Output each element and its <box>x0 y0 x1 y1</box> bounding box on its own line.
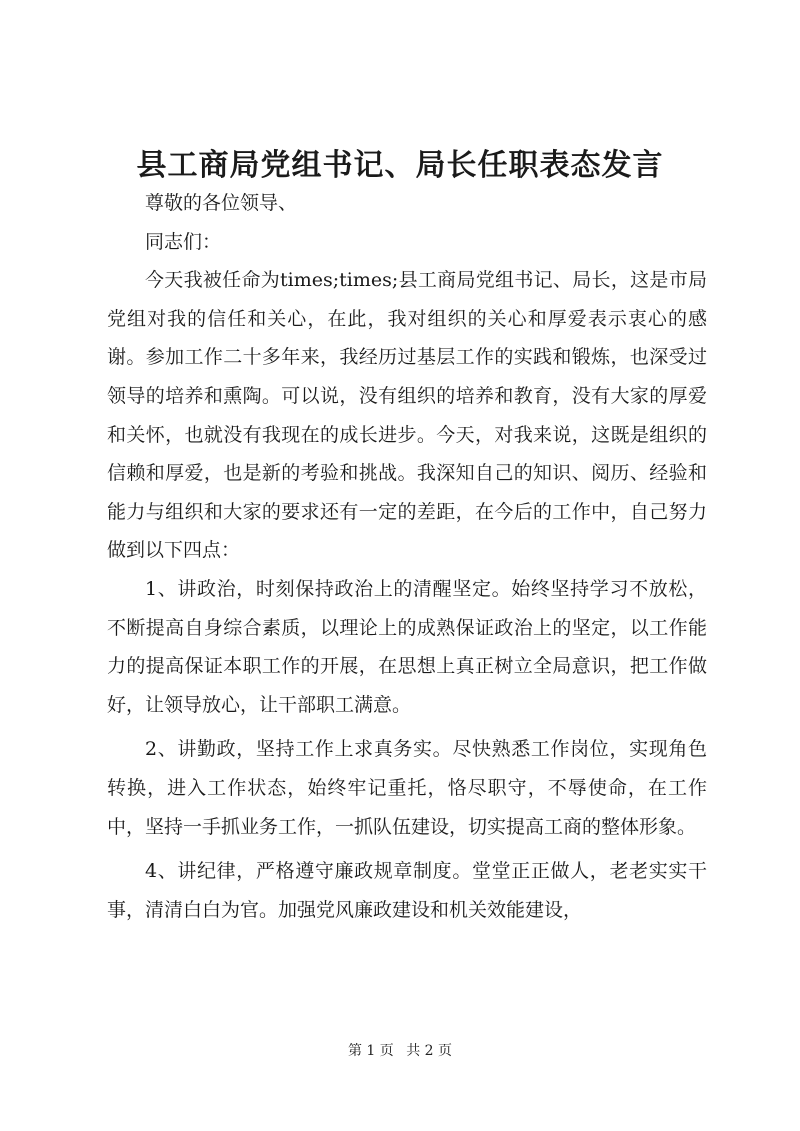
paragraph-point-1: 1、讲政治，时刻保持政治上的清醒坚定。始终坚持学习不放松，不断提高自身综合素质，以理论上的成熟保证政治上的坚定，以工作能力的提高保证本职工作的开展，在思想上真正树立全局意识，把工作做好，让领导放心，让干部职工满意。 <box>107 577 707 716</box>
document-body <box>107 184 707 929</box>
page-number: 第 1 页 <box>347 1043 394 1059</box>
page-footer <box>0 1040 800 1060</box>
total-pages: 共 2 页 <box>406 1043 453 1059</box>
paragraph-point-4: 4、讲纪律，严格遵守廉政规章制度。堂堂正正做人，老老实实干事，清清白白为官。加强党风廉政建设和机关效能建设， <box>107 860 707 921</box>
salutation-line-2: 同志们： <box>145 230 222 253</box>
salutation-line-1: 尊敬的各位领导、 <box>145 192 298 214</box>
document-title: 县工商局党组书记、局长任职表态发言 <box>136 148 664 183</box>
paragraph-point-2: 2、讲勤政，坚持工作上求真务实。尽快熟悉工作岗位，实现角色转换，进入工作状态，始终牢记重托，恪尽职守，不辱使命，在工作中，坚持一手抓业务工作，一抓队伍建设，切实提高工商的整体形象。 <box>107 738 707 838</box>
paragraph-intro: 今天我被任命为times;times;县工商局党组书记、局长，这是市局党组对我的信任和关心，在此，我对组织的关心和厚爱表示衷心的感谢。参加工作二十多年来，我经历过基层工作的实践和锻炼，也深受过领导的培养和熏陶。可以说，没有组织的培养和教育，没有大家的厚爱和关怀，也就没有我现在的成长进步。今天，对我来说，这既是组织的信赖和厚爱，也是新的考验和挑战。我深知自己的知识、阅历、经验和能力与组织和大家的要求还有一定的差距，在今后的工作中，自己努力做到以下四点： <box>107 269 707 562</box>
